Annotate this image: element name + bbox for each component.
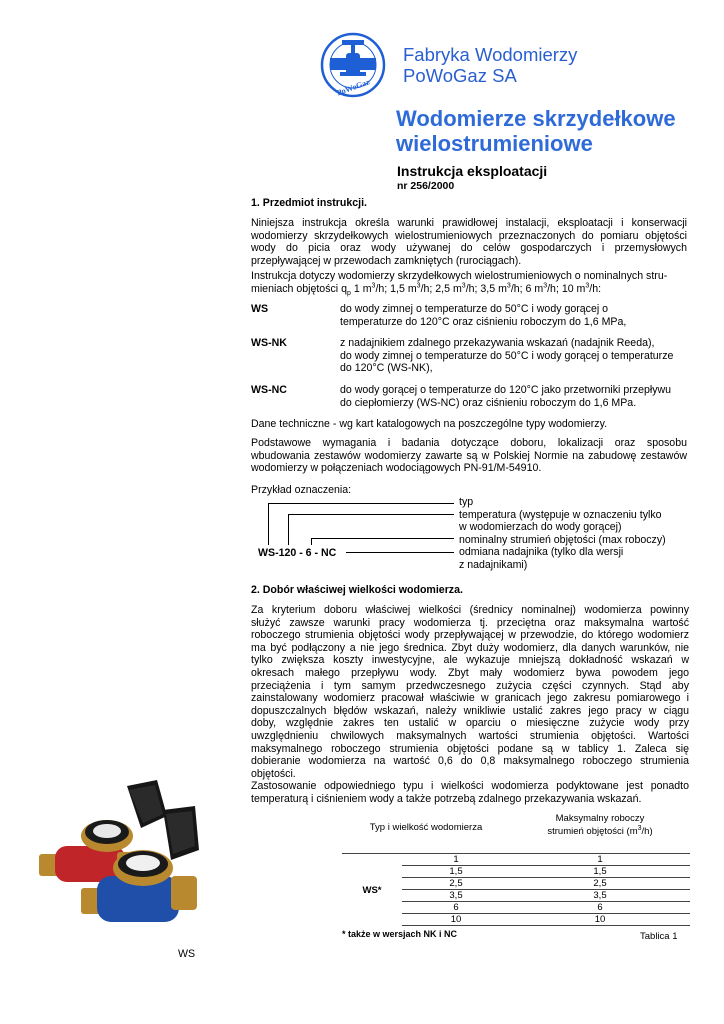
text-line: ma być podłączony a nie jego średnica. Zbyt duży wodomierz, dla danych warunków, nie [251, 641, 689, 654]
section1-para3: Dane techniczne - wg kart katalogowych na poszczególne typy wodomierzy. [251, 418, 608, 430]
text-line: wbudowania zestawów wodomierzy zawarte są w Polskiej Normie na zabudowę zestawów [251, 449, 687, 462]
text-line: do ciepłomierzy (WS-NC) oraz ciśnieniu roboczym do 1,6 MPa. [340, 396, 637, 409]
text-line: do wody zimnej o temperaturze do 50°C i wody gorącej o temperaturze [340, 349, 674, 362]
cell-max: 6 [510, 902, 690, 914]
def-desc-ws-nk [340, 337, 700, 375]
section1-para2 [251, 270, 691, 295]
diagram-line [346, 552, 454, 553]
text-line: temperaturą i ciśnieniem wody a także potrzebą zdalnego przekazywania wskazań. [251, 792, 642, 805]
document-subtitle: Instrukcja eksploatacji [397, 163, 548, 179]
text-line: z nadajnikiem zdalnego przekazywania wskazań (nadajnik Reeda), [340, 337, 655, 349]
diagram-line [288, 514, 454, 515]
table1-footnote: * także w wersjach NK i NC [342, 929, 458, 939]
cell-max: 10 [510, 914, 690, 926]
example-code: WS-120 - 6 - NC [258, 547, 337, 559]
title-line2: wielostrumieniowe [396, 131, 593, 156]
diagram-line [311, 538, 312, 545]
cell-size: 2,5 [402, 878, 510, 890]
text-line: uwzględnieniu chwilowych maksymalnych wartości strumienia objętości. Wartości [251, 729, 689, 742]
text-line: przepływającej w przewodach zamkniętych (rurociągach). [251, 254, 522, 267]
example-label: nominalny strumień objętości (max roboczy) [459, 533, 666, 546]
text-line: okresach małego przepływu wody. Zbyt mały wodomierz bywa powodem jego [251, 666, 689, 679]
table-row [402, 914, 690, 926]
company-name [403, 44, 577, 86]
cell-max: 1 [510, 854, 690, 866]
diagram-line [268, 503, 454, 504]
col2-header-text: strumień objętości $(m^3/h)$ [547, 824, 653, 837]
diagram-line [288, 514, 289, 545]
text-line: maksymalnego roboczego strumienia objętości podane są w tablicy 1. Zaleca się [251, 742, 689, 755]
cell-size: 10 [402, 914, 510, 926]
table-row [402, 854, 690, 866]
col2-header-line1: Maksymalny roboczy [555, 813, 645, 824]
water-meter-photo [37, 776, 217, 936]
table1-header [342, 812, 690, 854]
cell-size: 1 [402, 854, 510, 866]
section1-para4 [251, 437, 687, 475]
text-line: wodomierzy skrzydełkowych wielostrumieniowych przeznaczonych do pomiaru objętości [251, 229, 687, 242]
col2-header-line2 [510, 825, 690, 838]
text-line: objętości. [251, 767, 296, 780]
text-line: przeciążenia i tym samym przedwczesnego zużycia części czynnych. Stąd aby [251, 679, 689, 692]
text-line: dopuszczalnych błędów wskazań, należy wnikliwie ustalić zakres jego pracy w ciągu [251, 704, 689, 717]
flow-values: 1 $m^3/h$; 1,5 $m^3/h$; 2,5 $m^3/h$; 3,5 $m^3/h$; 6 $m^3/h$; 10 $m^3/h$: [353, 282, 602, 295]
text-line: do wody zimnej o temperaturze do 50°C i wody gorącej o [340, 303, 609, 315]
text-line: zainstalowany wodomierz pracował właściwie w granicach jego zakresu pomiarowego i [251, 692, 689, 705]
section2-heading: 2. Dobór właściwej wielkości wodomierza. [251, 584, 463, 596]
table-row [402, 878, 690, 890]
cell-max: 2,5 [510, 878, 690, 890]
def-term-ws: WS [251, 303, 269, 315]
text-line: służyć zawsze warunki pracy wodomierza tj. przeciętna oraz maksymalna wartość [251, 616, 689, 629]
company-logo [320, 32, 386, 98]
example-heading: Przykład oznaczenia: [251, 484, 352, 496]
text-line: wodomierzy w połączeniach wodociągowych PN-91/M-54910. [251, 462, 542, 475]
title-line1: Wodomierze skrzydełkowe [396, 106, 676, 131]
example-label: typ [459, 496, 474, 508]
text-fragment: mieniach objętości q [251, 282, 347, 295]
col1-header: Typ i wielkość wodomierza [369, 822, 483, 833]
text-line: roboczego strumienia objętości wody przepływającej w przewodzie, do którego wodomierz [251, 629, 689, 642]
text-line: Instrukcja dotyczy wodomierzy skrzydełkowych wielostrumieniowych o nominalnych stru- [251, 270, 668, 282]
logo-text: PoWoGaz [335, 77, 371, 98]
group-label: WS* [362, 885, 382, 896]
document-number: nr 256/2000 [397, 180, 455, 192]
cell-max: 1,5 [510, 866, 690, 878]
def-desc-ws-nc [340, 384, 700, 409]
text-line: Za kryterium doboru właściwej wielkości (średnicy nominalnej) wodomierza powinny [251, 604, 689, 616]
text-line: do 120°C (WS-NK), [340, 362, 433, 375]
table-row [402, 902, 690, 914]
text-line: wody do picia oraz wody używanej do celów gospodarczych i przemysłowych [251, 242, 687, 255]
def-term-ws-nc: WS-NC [251, 384, 287, 396]
cell-size: 3,5 [402, 890, 510, 902]
diagram-line [311, 538, 454, 539]
table1-rows [402, 854, 690, 926]
document-title [396, 106, 676, 156]
text-line: tylko zwiększa koszty inwestycyjne, ale wykazuje mniejszą dokładność wskazań w [251, 654, 689, 667]
text-line: Niniejsza instrukcja określa warunki prawidłowej instalacji, eksploatacji i konserwacji [251, 217, 687, 229]
photo-caption: WS [178, 948, 196, 960]
section1-heading: 1. Przedmiot instrukcji. [251, 197, 367, 209]
subscript: p [347, 289, 351, 297]
text-line: do wody gorącej o temperaturze do 120°C jako przetworniki przepływu [340, 384, 672, 396]
diagram-line [268, 503, 269, 545]
section2-para1 [251, 604, 689, 806]
cell-size: 1,5 [402, 866, 510, 878]
text-line: temperaturze do 120°C oraz ciśnieniu roboczym do 1,6 MPa, [340, 315, 627, 328]
text-line: Zastosowanie odpowiedniego typu i wielkości wodomierza podyktowane jest ponadto [251, 780, 689, 793]
cell-max: 3,5 [510, 890, 690, 902]
example-label: z nadajnikami) [459, 558, 528, 571]
text-line: doby, względnie zakres ten ustalić w oparciu o miesięczne zużycie wody przy [251, 717, 689, 730]
example-label: temperatura (występuje w oznaczeniu tylko [459, 508, 662, 521]
example-label: odmiana nadajnika (tylko dla wersji [459, 546, 624, 559]
company-line2: PoWoGaz SA [403, 65, 517, 86]
company-line1: Fabryka Wodomierzy [403, 44, 578, 65]
table-row [402, 866, 690, 878]
cell-size: 6 [402, 902, 510, 914]
table-row [402, 890, 690, 902]
example-labels [459, 496, 699, 572]
example-label: w wodomierzach do wody gorącej) [459, 521, 622, 534]
col2-header [510, 812, 690, 838]
def-desc-ws [340, 303, 700, 328]
text-line: dobieranie wodomierza na wartość 0,6 do 0,8 maksymalnego roboczego strumienia [251, 755, 689, 768]
text-line [251, 283, 691, 296]
section1-para1 [251, 217, 687, 267]
text-line: Podstawowe wymagania i badania dotyczące doboru, lokalizacji oraz sposobu [251, 437, 687, 449]
def-term-ws-nk: WS-NK [251, 337, 287, 349]
table1-caption: Tablica 1 [640, 931, 678, 942]
table1 [342, 812, 690, 925]
